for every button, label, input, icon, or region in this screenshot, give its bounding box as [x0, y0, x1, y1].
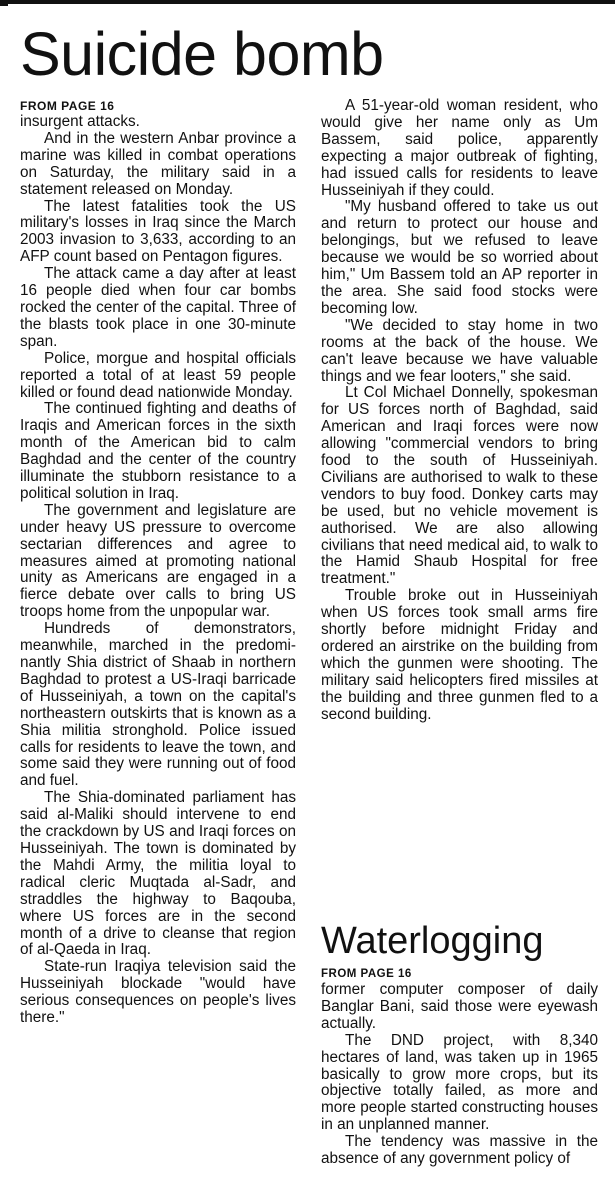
paragraph: The tendency was massive in the absence of any government policy of: [321, 1133, 598, 1168]
paragraph: Trouble broke out in Husseiniyah when US forces took small arms fire shortly before midnight Friday and ordered an airstrike on the building from which the gunmen were shooting. The military said helicopters fired missiles at the building and three gunmen fled to a second building.: [321, 587, 598, 723]
paragraph: former computer composer of daily Banglar Bani, said those were eyewash actually.: [321, 981, 598, 1032]
top-rule: [8, 0, 615, 4]
paragraph: The continued fighting and deaths of Iraqis and American forces in the sixth month of the American bid to calm Baghdad and the center of the country illuminate the stubborn resistance to a political solution in Iraq.: [20, 400, 296, 502]
article-column-1: [20, 98, 296, 1027]
article-column-2: [321, 98, 598, 724]
corner-rule: [0, 0, 8, 6]
paragraph: "My husband offered to take us out and return to protect our house and belongings, but we refused to leave because we would be so worried about him," Um Bassem told an AP reporter in the area. She said food stocks were becoming low.: [321, 198, 598, 317]
paragraph: The latest fatalities took the US military's losses in Iraq since the March 2003 invasion to 3,633, according to an AFP count based on Pentagon figures.: [20, 197, 296, 266]
paragraph: Lt Col Michael Donnelly, spokesman for US forces north of Baghdad, said American and Iraqi forces were now allowing "commercial vendors to bring food to the south of Husseiniyah. Civilians are authorised to walk to these vendors to buy food. Donkey carts may be used, but no vehicle movement is authorised. We are also allowing civilians that need medical aid, to walk to the Hamid Shaub Hospital for free treatment.": [321, 384, 598, 588]
source-line: FROM PAGE 16: [321, 968, 412, 980]
main-headline: Suicide bomb: [20, 20, 384, 88]
paragraph: The Shia-dominated parliament has said al-Maliki should intervene to end the crackdown by US and Iraqi forces on Husseiniyah. The town is dominated by the Mahdi Army, the militia loyal to radical cleric Muqtada al-Sadr, and straddles the highway to Baqouba, where US forces are in the second month of a drive to cleanse that region of al-Qaeda in Iraq.: [20, 789, 296, 959]
paragraph: The DND project, with 8,340 hectares of land, was taken up in 1965 basically to grow more crops, but its objective totally failed, as more and more people started constructing houses in an unplanned manner.: [321, 1031, 598, 1134]
paragraph: A 51-year-old woman resident, who would give her name only as Um Bassem, said police, apparently expecting a major outbreak of fighting, had issued calls for residents to leave Husseiniyah if they could.: [321, 97, 598, 199]
paragraph: The attack came a day after at least 16 people died when four car bombs rocked the center of the capital. Three of the blasts took place in one 30-minute span.: [20, 265, 296, 350]
paragraph: And in the western Anbar province a marine was killed in combat operations on Saturday, the military said in a statement released on Monday.: [20, 129, 296, 198]
paragraph: State-run Iraqiya television said the Husseiniyah blockade "would have serious consequences on people's lives there.": [20, 958, 296, 1027]
paragraph: Police, morgue and hospital officials reported a total of at least 59 people killed or found dead nationwide Monday.: [20, 349, 296, 401]
paragraph: "We decided to stay home in two rooms at the back of the house. We can't leave because we have valuable things and we fear looters," she said.: [321, 316, 598, 385]
paragraph: The government and legislature are under heavy US pressure to overcome sectarian differences and agree to measures aimed at promoting national unity as Americans are engaged in a fierce debate over calls to bring US troops home from the unpopular war.: [20, 501, 296, 621]
article-column-3: [321, 967, 598, 1168]
second-headline: Waterlogging: [321, 920, 544, 962]
paragraph: insurgent attacks.: [20, 113, 140, 130]
paragraph: Hundreds of demonstrators, meanwhile, marched in the predominantly Shia district of Shaab in northern Baghdad to protest a US-Iraqi barricade of Husseiniyah, a town on the capital's northeastern outskirts that is known as a Shia militia stronghold. Police issued calls for residents to leave the town, and some said they were running out of food and fuel.: [20, 620, 296, 790]
source-line: FROM PAGE 16: [20, 99, 115, 113]
